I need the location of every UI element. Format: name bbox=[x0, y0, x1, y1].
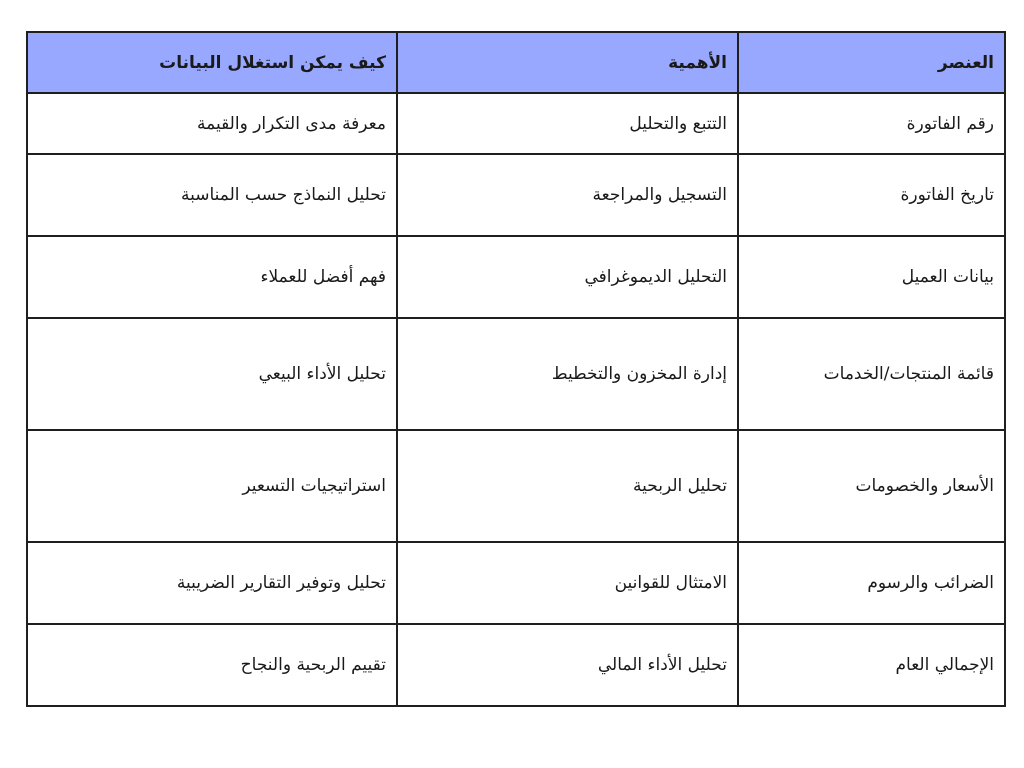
table-row bbox=[27, 236, 1005, 318]
header-element: العنصر bbox=[738, 32, 1005, 93]
cell-importance: تحليل الأداء المالي bbox=[397, 624, 738, 706]
table-row bbox=[27, 542, 1005, 624]
cell-importance: إدارة المخزون والتخطيط bbox=[397, 318, 738, 430]
cell-element: الضرائب والرسوم bbox=[738, 542, 1005, 624]
table-row bbox=[27, 624, 1005, 706]
cell-usage: تحليل وتوفير التقارير الضريبية bbox=[27, 542, 397, 624]
cell-element: الأسعار والخصومات bbox=[738, 430, 1005, 542]
cell-usage: فهم أفضل للعملاء bbox=[27, 236, 397, 318]
cell-element: بيانات العميل bbox=[738, 236, 1005, 318]
invoice-data-table bbox=[26, 31, 1006, 707]
cell-element: الإجمالي العام bbox=[738, 624, 1005, 706]
cell-importance: تحليل الربحية bbox=[397, 430, 738, 542]
cell-usage: استراتيجيات التسعير bbox=[27, 430, 397, 542]
header-usage: كيف يمكن استغلال البيانات bbox=[27, 32, 397, 93]
cell-usage: معرفة مدى التكرار والقيمة bbox=[27, 93, 397, 154]
table-header-row bbox=[27, 32, 1005, 93]
table-row bbox=[27, 154, 1005, 236]
cell-usage: تحليل الأداء البيعي bbox=[27, 318, 397, 430]
cell-importance: التسجيل والمراجعة bbox=[397, 154, 738, 236]
header-importance: الأهمية bbox=[397, 32, 738, 93]
cell-usage: تحليل النماذج حسب المناسبة bbox=[27, 154, 397, 236]
cell-element: تاريخ الفاتورة bbox=[738, 154, 1005, 236]
cell-importance: التحليل الديموغرافي bbox=[397, 236, 738, 318]
cell-usage: تقييم الربحية والنجاح bbox=[27, 624, 397, 706]
table-row bbox=[27, 430, 1005, 542]
cell-importance: الامتثال للقوانين bbox=[397, 542, 738, 624]
table-row bbox=[27, 93, 1005, 154]
cell-importance: التتبع والتحليل bbox=[397, 93, 738, 154]
table-row bbox=[27, 318, 1005, 430]
cell-element: قائمة المنتجات/الخدمات bbox=[738, 318, 1005, 430]
cell-element: رقم الفاتورة bbox=[738, 93, 1005, 154]
